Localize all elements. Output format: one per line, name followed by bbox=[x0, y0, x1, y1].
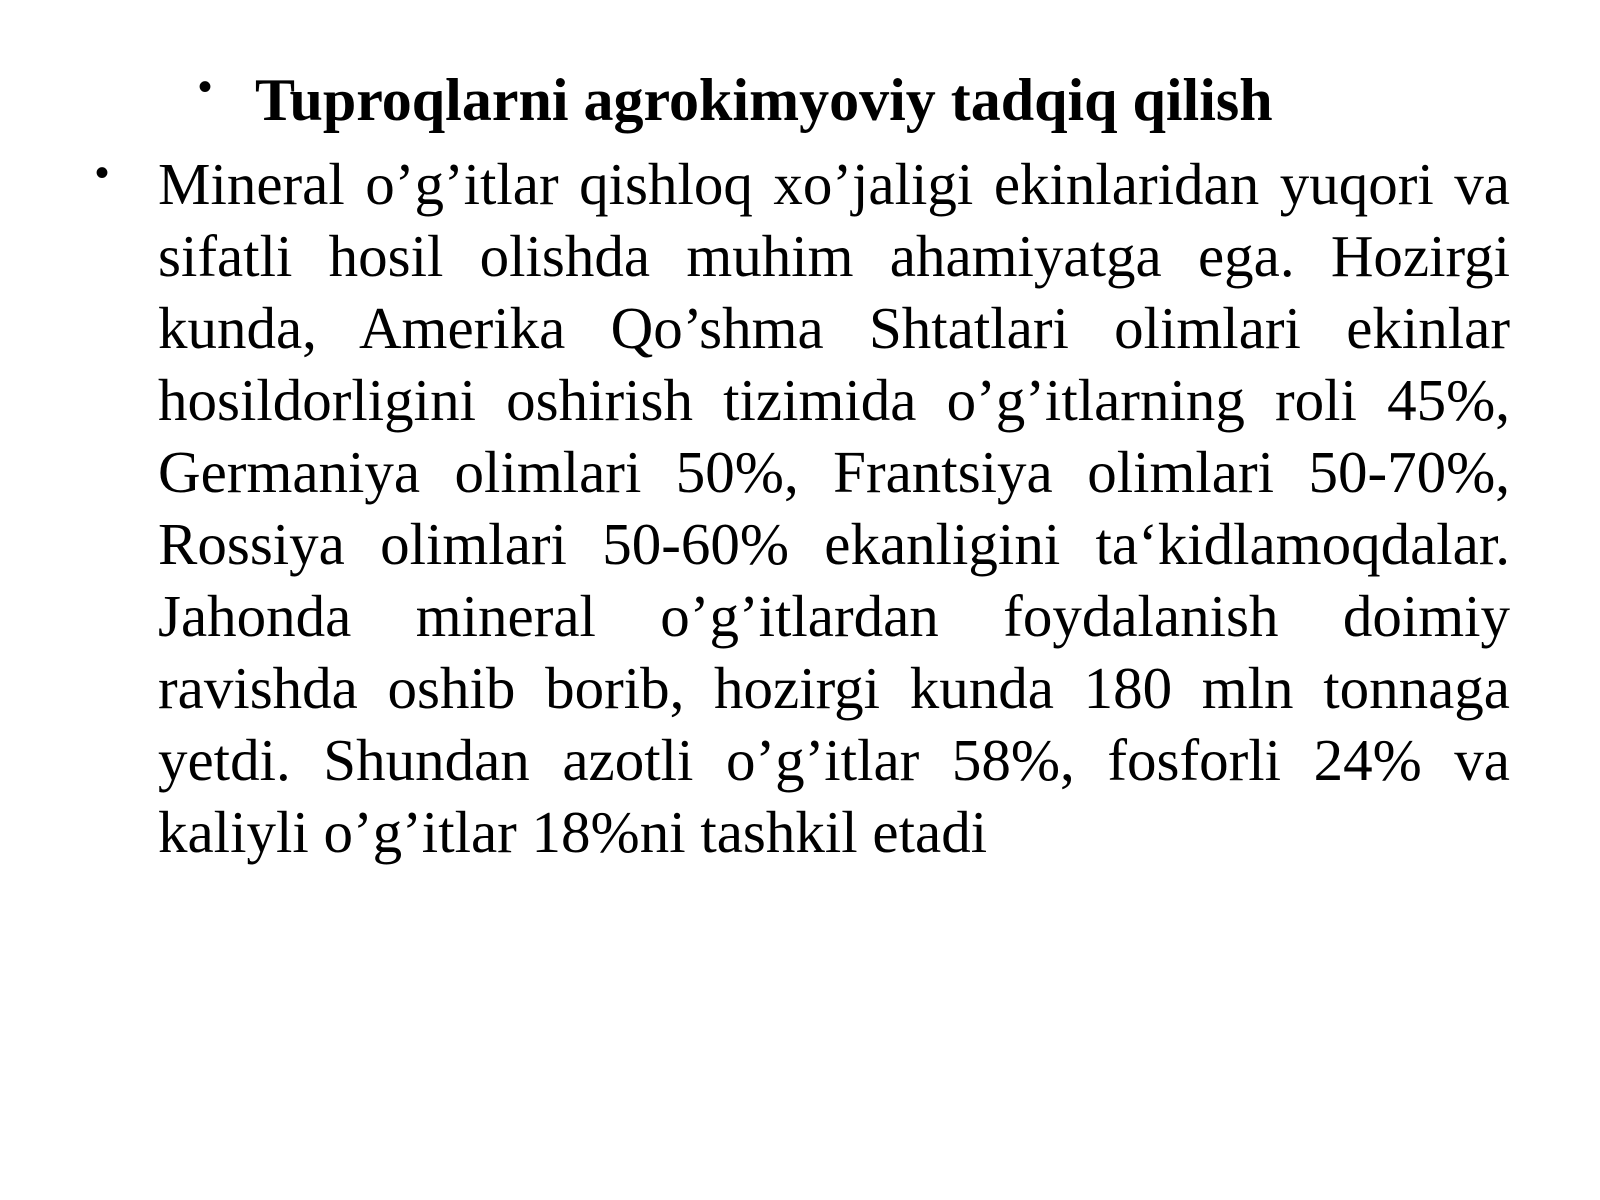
body-bullet-item bbox=[95, 148, 1515, 868]
slide-title bbox=[198, 62, 1273, 138]
body-paragraph: Mineral o’g’itlar qishloq xo’jaligi ekinlaridan yuqori va sifatli hosil olishda muhim ahamiyatga ega. Hozirgi kunda, Amerika Qo’shma Shtatlari olimlari ekinlar hosildorligini oshirish tizimida o’g’itlarning roli 45%, Germaniya olimlari 50%, Frantsiya olimlari 50-70%, Rossiya olimlari 50-60% ekanligini ta‘kidlamoqdalar. Jahonda mineral o’g’itlardan foydalanish doimiy ravishda oshib borib, hozirgi kunda 180 mln tonnaga yetdi. Shundan azotli o’g’itlar 58%, fosforli 24% va kaliyli o’g’itlar 18%ni tashkil etadi bbox=[158, 151, 1510, 865]
title-text: Tuproqlarni agrokimyoviy tadqiq qilish bbox=[255, 67, 1273, 133]
body-bullet: • bbox=[95, 151, 110, 195]
title-bullet: • bbox=[198, 65, 213, 109]
